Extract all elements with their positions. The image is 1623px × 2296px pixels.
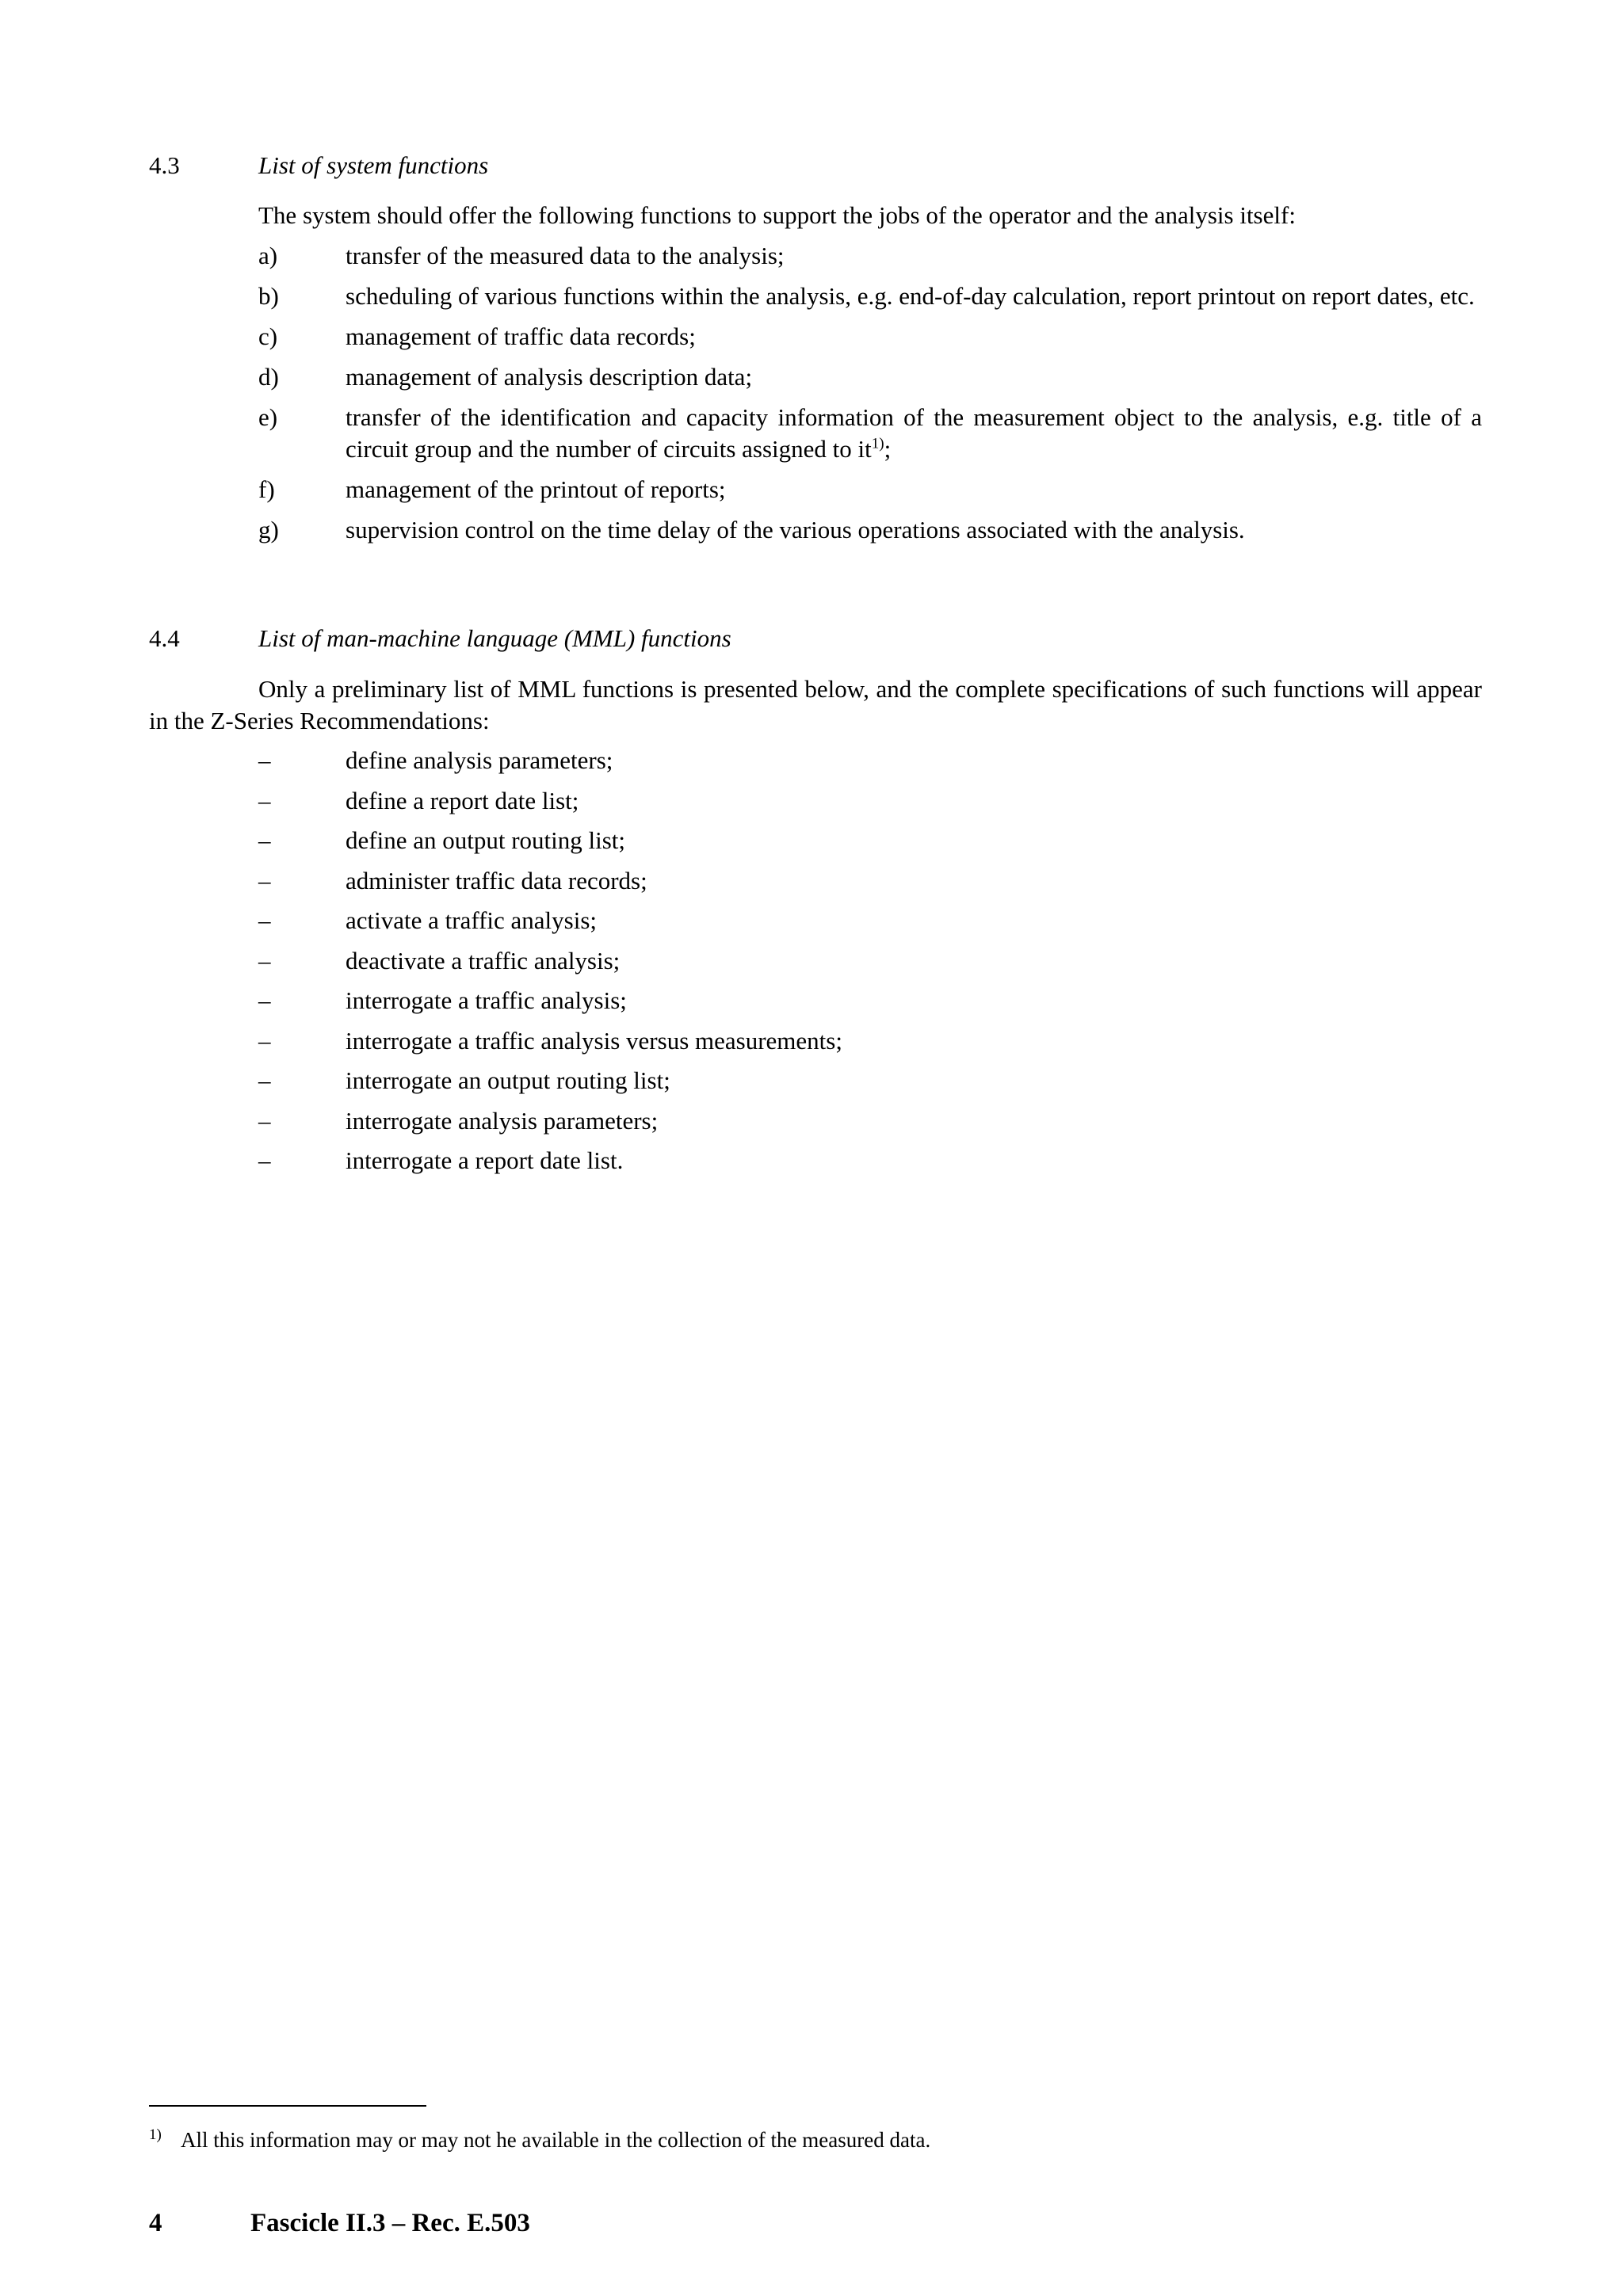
system-functions-list [258, 240, 1482, 555]
list-item [258, 745, 1482, 776]
list-marker: e) [258, 403, 278, 431]
section-number: 4.3 [149, 151, 180, 179]
list-item [258, 905, 1482, 936]
dash-marker: – [258, 746, 271, 774]
dash-marker: – [258, 1066, 271, 1094]
section-4-3-intro: The system should offer the following functions to support the jobs of the operator and the analysis itself: [258, 201, 1296, 229]
list-item [258, 514, 1482, 546]
list-item [258, 985, 1482, 1016]
footnote-divider [149, 2105, 426, 2107]
section-number: 4.4 [149, 624, 180, 652]
list-marker: b) [258, 282, 279, 310]
list-item-text: supervision control on the time delay of the various operations associated with the analysis. [346, 516, 1245, 543]
list-item-text: interrogate a report date list. [346, 1146, 624, 1174]
list-item [258, 361, 1482, 393]
footnote-reference[interactable]: 1) [871, 435, 884, 452]
section-title: List of system functions [258, 151, 489, 179]
list-item-text: management of traffic data records; [346, 322, 696, 350]
list-item-text [346, 402, 1482, 465]
list-item-text: define a report date list; [346, 786, 579, 814]
list-marker: f) [258, 475, 275, 503]
list-item [258, 865, 1482, 897]
list-item-text: interrogate an output routing list; [346, 1066, 670, 1094]
list-item [258, 280, 1482, 312]
list-item [258, 1105, 1482, 1137]
list-item-text: management of the printout of reports; [346, 475, 726, 503]
section-4-4-intro: Only a preliminary list of MML functions is presented below, and the complete specifications of such functions will appear in the Z-Series Recommendations: [149, 675, 1482, 734]
list-marker: g) [258, 516, 279, 543]
list-item-punctuation: ; [884, 435, 892, 463]
dash-marker: – [258, 1146, 271, 1174]
dash-marker: – [258, 1026, 271, 1055]
list-item [258, 1025, 1482, 1057]
list-item [258, 240, 1482, 272]
dash-marker: – [258, 986, 271, 1014]
list-item-text: interrogate analysis parameters; [346, 1106, 659, 1135]
list-item-text: interrogate a traffic analysis; [346, 986, 627, 1014]
dash-marker: – [258, 826, 271, 854]
list-item [258, 1145, 1482, 1177]
list-item [258, 321, 1482, 353]
list-item-text: interrogate a traffic analysis versus measurements; [346, 1026, 842, 1055]
list-marker: c) [258, 322, 278, 350]
list-item [258, 785, 1482, 817]
list-item-text: define analysis parameters; [346, 746, 613, 774]
dash-marker: – [258, 1106, 271, 1135]
footnote-text: All this information may or may not he available in the collection of the measured data. [181, 2128, 931, 2152]
list-item-text: define an output routing list; [346, 826, 626, 854]
list-item-text: deactivate a traffic analysis; [346, 946, 621, 974]
page-number: 4 [149, 2209, 162, 2237]
list-marker: d) [258, 363, 279, 391]
section-title: List of man-machine language (MML) functions [258, 624, 731, 652]
list-item-body: transfer of the identification and capacity information of the measurement object to the analysis, e.g. title of a circuit group and the number of circuits assigned to it [346, 403, 1482, 463]
dash-marker: – [258, 946, 271, 974]
list-item-text: administer traffic data records; [346, 866, 647, 894]
list-item [258, 402, 1482, 465]
dash-marker: – [258, 866, 271, 894]
list-item [258, 1065, 1482, 1097]
mml-functions-list [258, 745, 1482, 1185]
footnote-marker: 1) [149, 2126, 162, 2143]
list-item-text: scheduling of various functions within the analysis, e.g. end-of-day calculation, report printout on report dates, etc. [346, 282, 1475, 310]
list-marker: a) [258, 242, 278, 269]
list-item [258, 825, 1482, 856]
list-item-text: activate a traffic analysis; [346, 906, 598, 934]
list-item-text: transfer of the measured data to the analysis; [346, 242, 785, 269]
dash-marker: – [258, 906, 271, 934]
list-item [258, 945, 1482, 977]
list-item-text: management of analysis description data; [346, 363, 753, 391]
publication-reference: Fascicle II.3 – Rec. E.503 [250, 2209, 530, 2237]
dash-marker: – [258, 786, 271, 814]
list-item [258, 474, 1482, 505]
